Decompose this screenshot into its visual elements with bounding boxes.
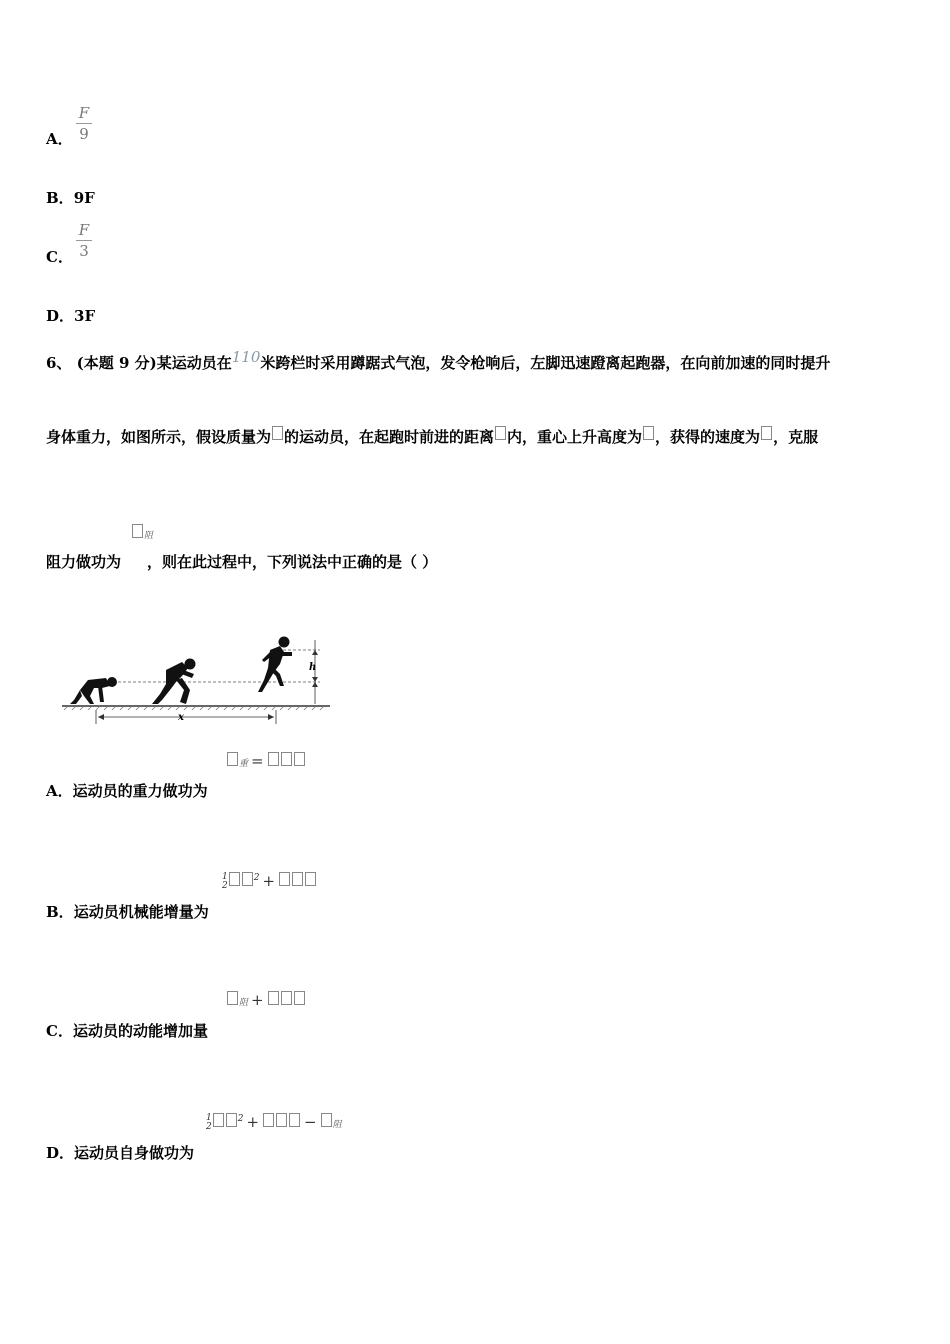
question-text: 内，重心上升高度为	[507, 428, 643, 446]
option-a-numerator: F	[78, 104, 90, 122]
choice-b	[46, 901, 209, 922]
choice-a	[46, 780, 208, 801]
number-110: 110	[231, 348, 261, 366]
question-text: 身体重力，如图所示，假设质量为	[46, 428, 272, 446]
frac-den: 2	[206, 1122, 212, 1132]
choice-b-formula: 1 $2^2$ +	[222, 872, 317, 891]
frac-num: 1	[222, 872, 228, 882]
option-a-label: A．	[46, 130, 73, 148]
choice-a-label: A．	[46, 782, 73, 800]
superscript-2: 2	[253, 873, 260, 883]
subscript-resistance: 阻	[239, 998, 249, 1008]
frac-den: 2	[222, 881, 228, 891]
choice-c	[46, 1020, 208, 1041]
choice-c-text: 运动员的动能增加量	[72, 1022, 208, 1040]
question-text: ，获得的速度为	[655, 428, 761, 446]
choice-d-formula: 1 $2^2$ + − 阻	[206, 1113, 342, 1132]
sprinter-start-diagram	[58, 630, 338, 730]
frac-num: 1	[206, 1113, 212, 1123]
choice-a-text: 运动员的重力做功为	[72, 782, 208, 800]
question-text: 某运动员在	[156, 354, 232, 372]
option-d-text: 3F	[74, 307, 96, 325]
work-resistance-symbol	[131, 524, 153, 542]
choice-c-label: C．	[46, 1022, 73, 1040]
choice-d-label: D．	[46, 1144, 75, 1162]
choice-c-formula: 阻 +	[226, 991, 306, 1009]
option-b-text: 9F	[73, 189, 95, 207]
question-line-1	[46, 348, 831, 373]
question-text: 阻力做功为	[46, 553, 122, 571]
option-c-label: C．	[46, 248, 73, 266]
subscript-gravity: 重	[239, 759, 249, 769]
choice-d-text: 运动员自身做功为	[74, 1144, 195, 1162]
option-c-denominator: 3	[79, 242, 89, 260]
subscript-resistance: 阻	[332, 1120, 342, 1130]
question-line-2	[46, 426, 818, 447]
option-a-denominator: 9	[79, 125, 89, 143]
choice-b-label: B．	[46, 903, 74, 921]
question-line-3	[46, 551, 437, 572]
option-d	[46, 305, 95, 326]
runner-accelerate	[152, 659, 196, 705]
question-score: (本题 9 分)	[76, 354, 157, 372]
question-text: ，克服	[773, 428, 819, 446]
choice-b-text: 运动员机械能增量为	[73, 903, 209, 921]
placeholder-height	[643, 426, 654, 440]
option-c-numerator: F	[78, 221, 90, 239]
h-label: h	[309, 662, 317, 673]
placeholder-mass	[272, 426, 283, 440]
question-text: 米跨栏时采用蹲踞式气泡，发令枪响后，左脚迅速蹬离起跑器，在向前加速的同时提升	[260, 354, 831, 372]
runner-upright	[258, 637, 292, 693]
question-text: 的运动员，在起跑时前进的距离	[284, 428, 495, 446]
superscript-2: 2	[237, 1114, 244, 1124]
option-b	[46, 187, 95, 208]
option-c-fraction	[76, 221, 92, 260]
option-b-label: B．	[46, 189, 74, 207]
placeholder-speed	[761, 426, 772, 440]
option-a-fraction	[76, 104, 92, 143]
question-number: 6、	[46, 354, 72, 372]
option-d-label: D．	[46, 307, 75, 325]
runner-crouch	[70, 677, 117, 704]
question-text: ，则在此过程中，下列说法中正确的是（ ）	[147, 553, 438, 571]
subscript-resistance: 阻	[144, 531, 154, 541]
placeholder-distance	[495, 426, 506, 440]
choice-d	[46, 1142, 194, 1163]
choice-a-formula: 重 =	[226, 752, 306, 770]
x-label: x	[178, 712, 184, 723]
